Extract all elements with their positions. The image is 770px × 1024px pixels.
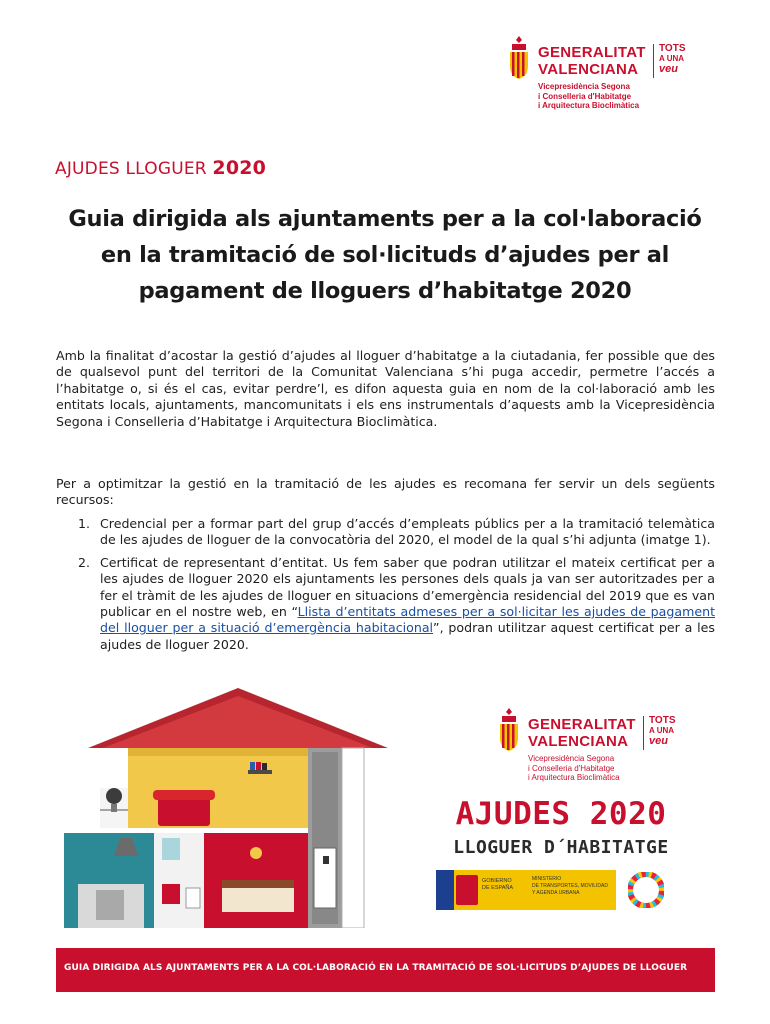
title-line2: en la tramitació de sol·licituds d’ajudes per al — [100, 242, 670, 268]
intro-paragraph: Amb la finalitat d’acostar la gestió d’ajudes al lloguer d’habitatge a la ciutadania, fer possible que des de qualsevol punt del territori de la Comunitat Valenciana s’hi puga accedir, permetre l’accés a l’habitatge o, si és el cas, evitar perdre’l, es difon aquesta guia en nom de la col·laboració amb les entitats locals, ajuntaments, mancomunitats i els ens instrumentals d’aquests amb la Vicepresidència Segona i Conselleria d’Habitatge i Arquitectura Bioclimàtica. — [56, 348, 715, 429]
brand-name — [538, 44, 646, 78]
document-kicker — [55, 157, 266, 179]
government-label — [482, 878, 513, 892]
slogan-line2: A UNA — [659, 54, 685, 63]
coat-of-arms-icon — [506, 34, 532, 80]
brand-name — [528, 716, 636, 750]
department-line1: Vicepresidència Segona — [528, 754, 615, 763]
government-line1: GOBIERNO — [482, 878, 512, 884]
promo-subtitle: LLOGUER D´HABITATGE — [453, 837, 669, 858]
ministry-label — [532, 876, 608, 897]
logo-divider — [643, 716, 644, 750]
entities-list-link[interactable]: Llista d’entitats admeses per a sol·licitar les ajudes de pagament del lloguer per a situació d’emergència habitacional — [100, 604, 716, 636]
ministry-line2: DE TRANSPORTES, MOVILIDAD — [532, 883, 608, 889]
list-item — [78, 516, 715, 549]
ministry-line3: Y AGENDA URBANA — [532, 890, 580, 896]
list-item-text: Credencial per a formar part del grup d’accés d’empleats públics per a la tramitació telemàtica de les ajudes de lloguer de la convocatòria del 2020, el model de la qual s’hi adjunta (imatge 1). — [100, 516, 715, 548]
resources-list — [78, 516, 715, 659]
list-item-text: Certificat de representant d’entitat. Us fem saber que podran utilitzar el mateix certificat per a les ajudes de lloguer 2020 els ajuntaments les persones dels quals ja van ser autoritzades per a fer el tràmit de les ajudes de lloguer en situacions d’emergència residencial del 2019 que es van publicar en el nostre web, en “ — [100, 554, 715, 620]
eu-flag-icon — [436, 870, 454, 910]
department-name — [528, 754, 620, 783]
sdg-wheel-icon — [628, 872, 664, 908]
document-title — [40, 201, 730, 309]
government-line2: DE ESPAÑA — [482, 885, 514, 891]
brand-name-line2: VALENCIANA — [538, 61, 639, 78]
department-line3: i Arquitectura Bioclimàtica — [528, 773, 620, 782]
house-illustration — [58, 688, 418, 928]
list-number: 2. — [78, 554, 91, 570]
department-line3: i Arquitectura Bioclimàtica — [538, 101, 640, 110]
department-line1: Vicepresidència Segona — [538, 82, 630, 91]
ministry-line1: MINISTERIO — [532, 876, 562, 882]
kicker-text: AJUDES LLOGUER — [55, 159, 207, 179]
list-number: 1. — [78, 516, 91, 531]
department-name — [538, 82, 639, 111]
slogan-line3: veu — [649, 735, 668, 747]
slogan-line1: TOTS — [659, 43, 686, 54]
list-item-text-end: ”, podran utilitzar aquest certificat per a les ajudes de lloguer 2020. — [100, 620, 715, 652]
brand-name-line1: GENERALITAT — [538, 44, 646, 61]
footer-text: GUIA DIRIGIDA ALS AJUNTAMENTS PER A LA COL·LABORACIÓ EN LA TRAMITACIÓ DE SOL·LICITUDS D’AJUDES DE LLOGUER — [64, 963, 688, 973]
brand-name-line1: GENERALITAT — [528, 716, 636, 733]
slogan-line3: veu — [659, 63, 678, 75]
title-line3: pagament de lloguers d’habitatge 2020 — [138, 278, 632, 304]
promo-generalitat-logo — [496, 704, 696, 784]
title-line1: Guia dirigida als ajuntaments per a la col·laboració — [68, 206, 702, 232]
slogan-line1: TOTS — [649, 715, 676, 726]
slogan — [649, 716, 675, 746]
slogan — [659, 44, 685, 74]
resources-paragraph: Per a optimitzar la gestió en la tramitació de les ajudes es recomana fer servir un dels següents recursos: — [56, 476, 715, 508]
slogan-line2: A UNA — [649, 726, 675, 735]
coat-of-arms-icon — [496, 706, 522, 752]
department-line2: i Conselleria d'Habitatge — [538, 91, 632, 101]
government-logos — [436, 870, 616, 910]
spain-shield-icon — [456, 875, 478, 905]
list-item — [78, 555, 715, 653]
kicker-year: 2020 — [212, 157, 267, 179]
brand-name-line2: VALENCIANA — [528, 733, 629, 750]
footer-band — [56, 948, 715, 992]
department-line2: i Conselleria d'Habitatge — [528, 763, 615, 773]
promo-title: AJUDES 2020 — [455, 796, 667, 832]
generalitat-logo — [506, 32, 706, 112]
logo-divider — [653, 44, 654, 78]
